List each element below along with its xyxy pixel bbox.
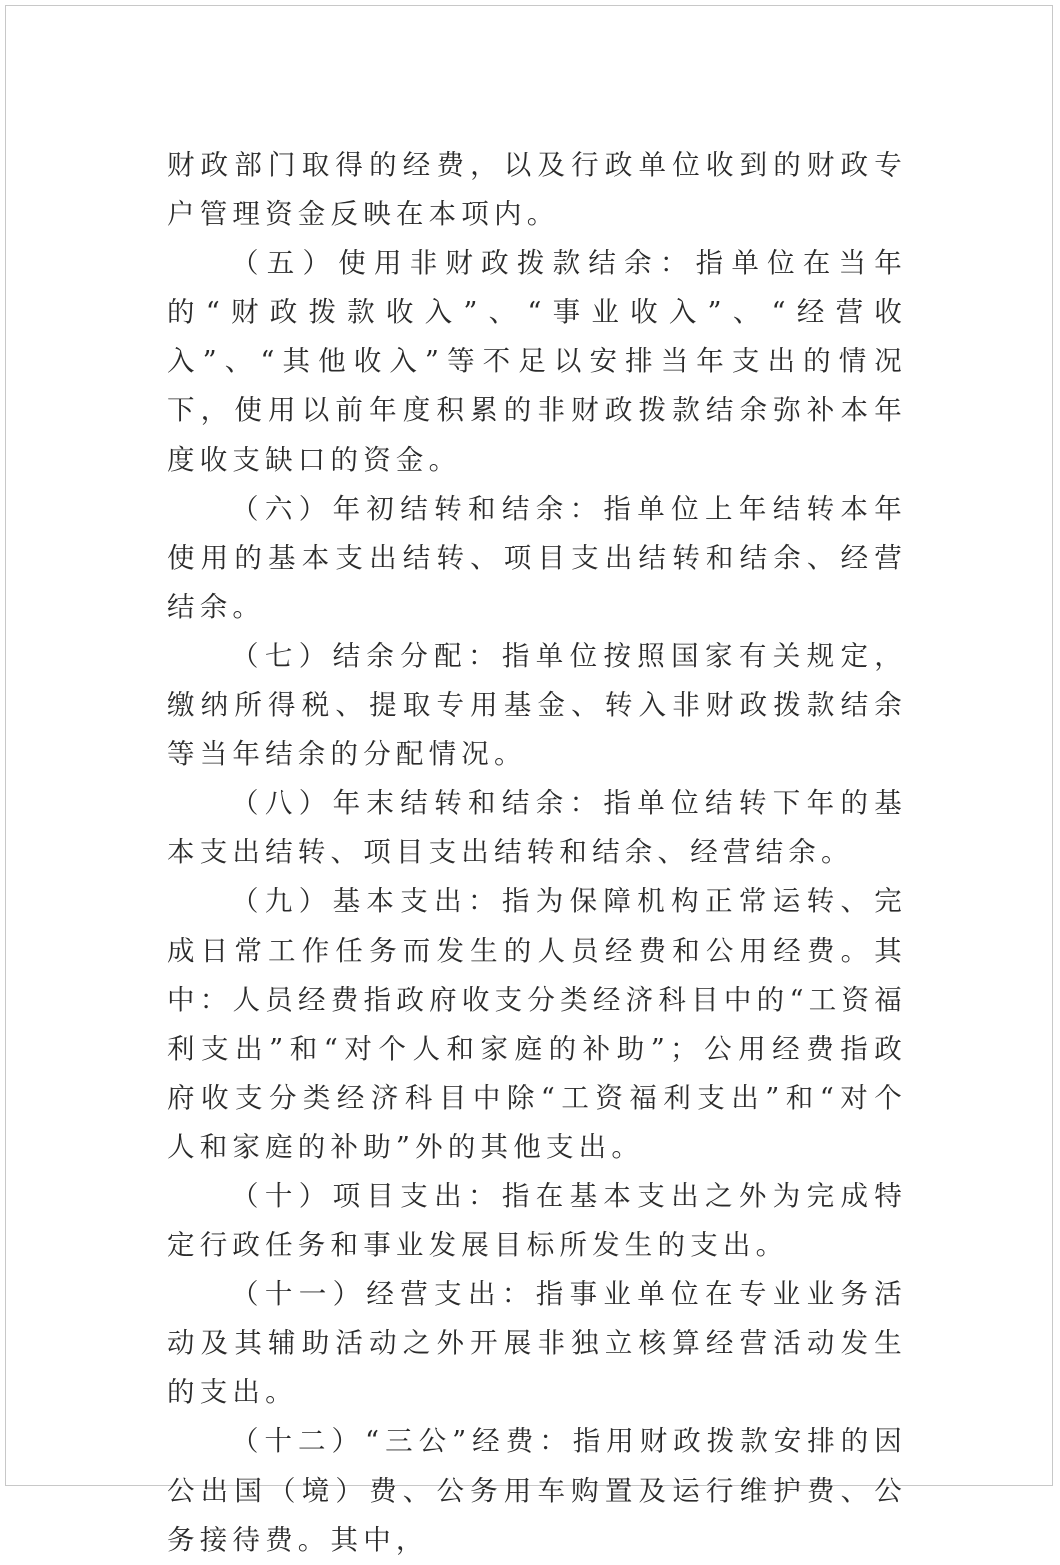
paragraph-continuation: 财政部门取得的经费，以及行政单位收到的财政专户管理资金反映在本项内。 bbox=[167, 149, 907, 231]
paragraph-item-8: （八）年末结转和结余：指单位结转下年的基本支出结转、项目支出结转和结余、经营结余。 bbox=[167, 787, 907, 869]
paragraph-item-5: （五）使用非财政拨款结余：指单位在当年的“财政拨款收入”、“事业收入”、“经营收入”、“其他收入”等不足以安排当年支出的情况下，使用以前年度积累的非财政拨款结余弥补本年度收支缺口的资金。 bbox=[167, 247, 907, 476]
paragraph-item-11: （十一）经营支出：指事业单位在专业业务活动及其辅助活动之外开展非独立核算经营活动发生的支出。 bbox=[167, 1278, 907, 1409]
paragraph-item-12: （十二）“三公”经费：指用财政拨款安排的因公出国（境）费、公务用车购置及运行维护费、公务接待费。其中， bbox=[167, 1425, 907, 1556]
paragraph-item-10: （十）项目支出：指在基本支出之外为完成特定行政任务和事业发展目标所发生的支出。 bbox=[167, 1179, 907, 1262]
document-body bbox=[167, 141, 907, 1565]
paragraph-item-7: （七）结余分配：指单位按照国家有关规定，缴纳所得税、提取专用基金、转入非财政拨款结余等当年结余的分配情况。 bbox=[167, 639, 907, 771]
paragraph-item-9: （九）基本支出：指为保障机构正常运转、完成日常工作任务而发生的人员经费和公用经费。其中：人员经费指政府收支分类经济科目中的“工资福利支出”和“对个人和家庭的补助”；公用经费指政府收支分类经济科目中除“工资福利支出”和“对个人和家庭的补助”外的其他支出。 bbox=[167, 885, 907, 1163]
paragraph-item-6: （六）年初结转和结余：指单位上年结转本年使用的基本支出结转、项目支出结转和结余、经营结余。 bbox=[167, 492, 907, 623]
document-page bbox=[5, 5, 1053, 1556]
